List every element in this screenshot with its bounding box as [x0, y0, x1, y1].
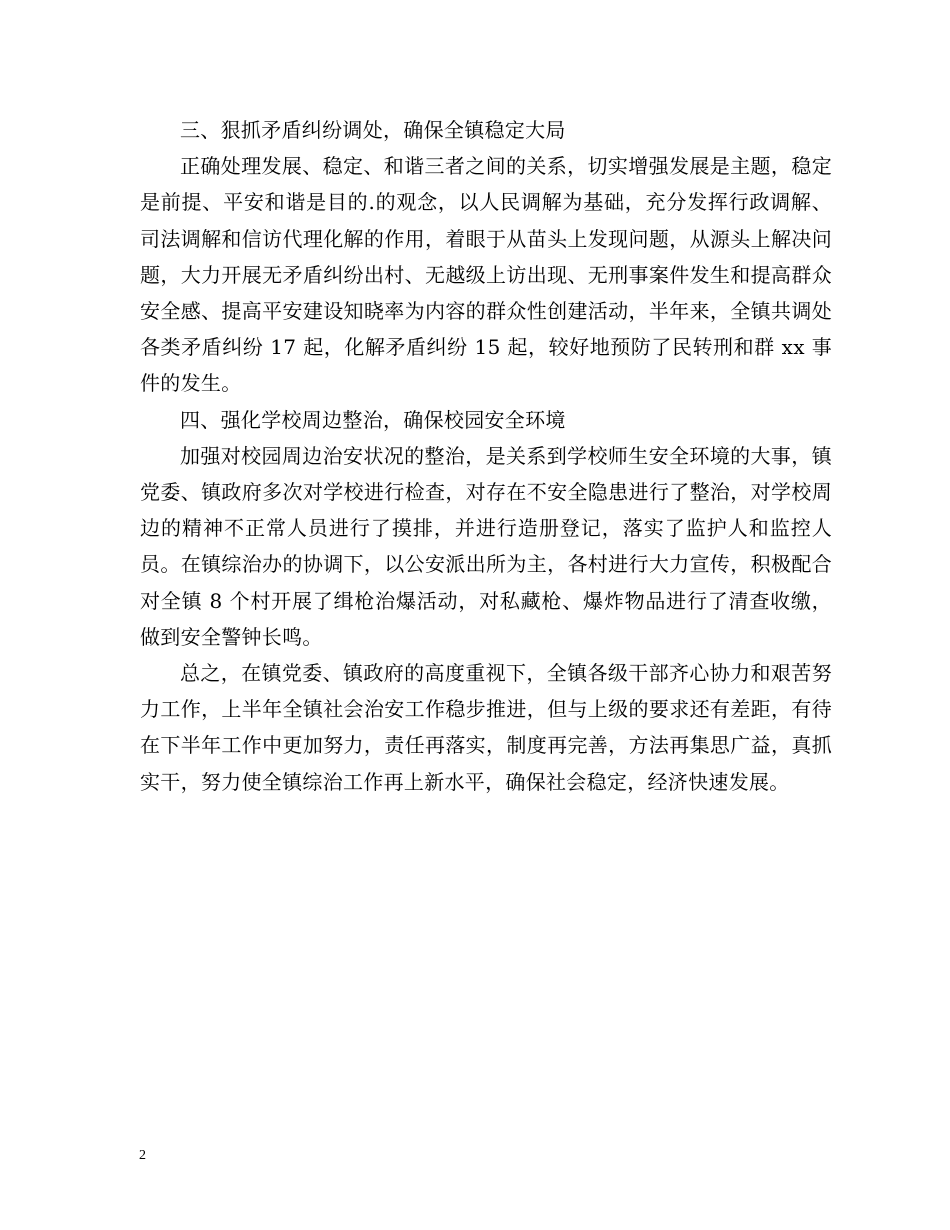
- conclusion-paragraph: 总之，在镇党委、镇政府的高度重视下，全镇各级干部齐心协力和艰苦努力工作，上半年全镇社会治安工作稳步推进，但与上级的要求还有差距，有待在下半年工作中更加努力，责任再落实，制度再完善，方法再集思广益，真抓实干，努力使全镇综治工作再上新水平，确保社会稳定，经济快速发展。: [140, 661, 832, 794]
- document-body: [140, 112, 832, 800]
- section-paragraph: 加强对校园周边治安状况的整治，是关系到学校师生安全环境的大事，镇党委、镇政府多次对学校进行检查，对存在不安全隐患进行了整治，对学校周边的精神不正常人员进行了摸排，并进行造册登记，落实了监护人和监控人员。在镇综治办的协调下，以公安派出所为主，各村进行大力宣传，积极配合对全镇 8 个村开展了缉枪治爆活动，对私藏枪、爆炸物品进行了清查收缴，做到安全警钟长鸣。: [140, 443, 832, 649]
- section-heading: 四、强化学校周边整治，确保校园安全环境: [180, 407, 566, 432]
- section-paragraph: 正确处理发展、稳定、和谐三者之间的关系，切实增强发展是主题，稳定是前提、平安和谐是目的.的观念，以人民调解为基础，充分发挥行政调解、司法调解和信访代理化解的作用，着眼于从苗头上发现问题，从源头上解决问题，大力开展无矛盾纠纷出村、无越级上访出现、无刑事案件发生和提高群众安全感、提高平安建设知晓率为内容的群众性创建活动，半年来，全镇共调处各类矛盾纠纷 17 起，化解矛盾纠纷 15 起，较好地预防了民转刑和群 xx 事件的发生。: [140, 154, 832, 396]
- section-heading: 三、狠抓矛盾纠纷调处，确保全镇稳定大局: [180, 118, 566, 142]
- page-number: 2: [139, 1148, 146, 1163]
